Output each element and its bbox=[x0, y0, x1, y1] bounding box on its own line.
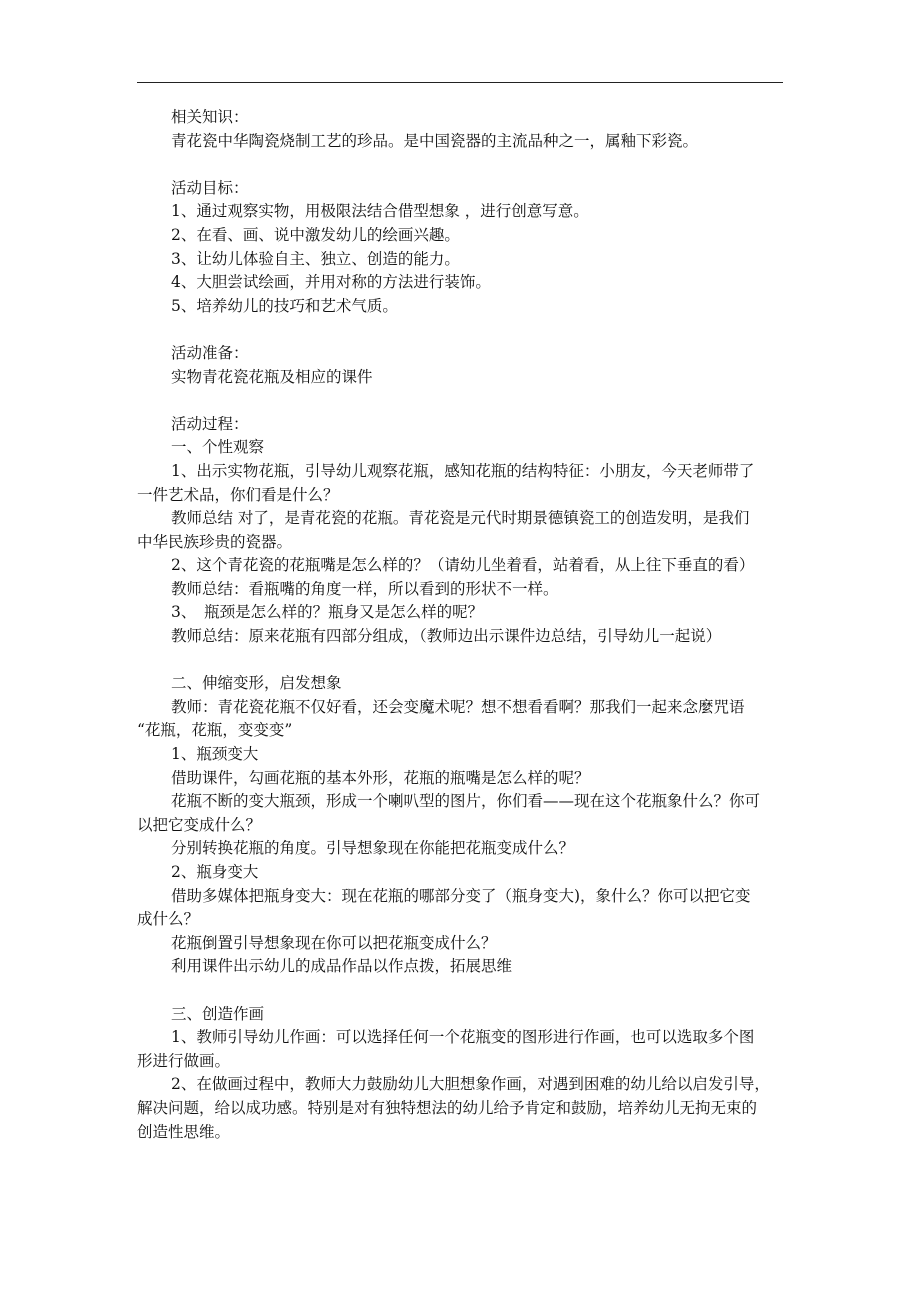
part1-line: 教师总结：原来花瓶有四部分组成，（教师边出示课件边总结，引导幼儿一起说） bbox=[171, 627, 722, 646]
part2-line: 花瓶倒置引导想象现在你可以把花瓶变成什么？ bbox=[171, 933, 497, 952]
part3-line: 1、教师引导幼儿作画：可以选择任何一个花瓶变的图形进行作画，也可以选取多个图 bbox=[171, 1028, 755, 1047]
part2-line: 花瓶不断的变大瓶颈，形成一个喇叭型的图片，你们看——现在这个花瓶象什么？你可 bbox=[171, 792, 761, 811]
document-body bbox=[137, 106, 785, 1144]
part2-line: 2、瓶身变大 bbox=[171, 863, 259, 881]
part2-line: 分别转换花瓶的角度。引导想象现在你能把花瓶变成什么？ bbox=[171, 839, 575, 858]
process-heading: 活动过程： bbox=[171, 414, 249, 433]
goal-item: 2、在看、画、说中激发幼儿的绘画兴趣。 bbox=[171, 225, 460, 244]
spacer bbox=[137, 979, 785, 1003]
part3-line: 创造性思维。 bbox=[137, 1122, 231, 1141]
part2-line: 以把它变成什么？ bbox=[137, 815, 262, 834]
spacer bbox=[137, 389, 785, 413]
goal-item: 1、通过观察实物，用极限法结合借型想象 ，进行创意写意。 bbox=[171, 202, 589, 221]
part1-line: 中华民族珍贵的瓷器。 bbox=[137, 532, 293, 551]
knowledge-text: 青花瓷中华陶瓷烧制工艺的珍品。是中国瓷器的主流品种之一，属釉下彩瓷。 bbox=[171, 131, 699, 150]
part1-line: 3、 瓶颈是怎么样的？瓶身又是怎么样的呢？ bbox=[171, 603, 484, 622]
part2-title: 二、伸缩变形，启发想象 bbox=[171, 674, 342, 693]
prep-heading: 活动准备： bbox=[171, 343, 249, 362]
part1-line: 教师总结：看瓶嘴的角度一样，所以看到的形状不一样。 bbox=[171, 579, 559, 598]
part2-line: 借助课件，勾画花瓶的基本外形，花瓶的瓶嘴是怎么样的呢？ bbox=[171, 768, 590, 787]
part1-line: 2、这个青花瓷的花瓶嘴是怎么样的？（请幼儿坐着看，站着看，从上往下垂直的看） bbox=[171, 556, 755, 575]
part1-line: 一件艺术品，你们看是什么？ bbox=[137, 485, 339, 504]
goal-item: 3、让幼儿体验自主、独立、创造的能力。 bbox=[171, 249, 460, 268]
part2-line: 利用课件出示幼儿的成品作品以作点拨，拓展思维 bbox=[171, 957, 513, 976]
spacer bbox=[137, 649, 785, 673]
part2-line: “花瓶，花瓶，变变变” bbox=[137, 721, 293, 740]
part1-line: 教师总结 对了，是青花瓷的花瓶。青花瓷是元代时期景德镇瓷工的创造发明，是我们 bbox=[171, 509, 750, 528]
goal-item: 4、大胆尝试绘画，并用对称的方法进行装饰。 bbox=[171, 273, 491, 292]
part2-line: 教师：青花瓷花瓶不仅好看，还会变魔术呢？想不想看看啊？那我们一起来念麼咒语 bbox=[171, 697, 745, 716]
prep-text: 实物青花瓷花瓶及相应的课件 bbox=[171, 367, 373, 386]
part3-line: 形进行做画。 bbox=[137, 1051, 231, 1070]
knowledge-heading: 相关知识： bbox=[171, 108, 249, 126]
part2-line: 借助多媒体把瓶身变大：现在花瓶的哪部分变了（瓶身变大)，象什么？你可以把它变 bbox=[171, 886, 751, 905]
part1-line: 1、出示实物花瓶，引导幼儿观察花瓶，感知花瓶的结构特征：小朋友，今天老师带了 bbox=[171, 461, 755, 480]
goals-heading: 活动目标： bbox=[171, 178, 249, 197]
part3-title: 三、创造作画 bbox=[171, 1004, 265, 1023]
part1-title: 一、个性观察 bbox=[171, 438, 265, 457]
part2-line: 成什么？ bbox=[137, 910, 200, 929]
header-rule bbox=[137, 82, 783, 83]
spacer bbox=[137, 318, 785, 342]
goal-item: 5、培养幼儿的技巧和艺术气质。 bbox=[171, 296, 398, 315]
part3-line: 解决问题，给以成功感。特别是对有独特想法的幼儿给予肯定和鼓励，培养幼儿无拘无束的 bbox=[137, 1098, 758, 1117]
part3-line: 2、在做画过程中，教师大力鼓励幼儿大胆想象作画，对遇到困难的幼儿给以启发引导， bbox=[171, 1075, 770, 1094]
part2-line: 1、瓶颈变大 bbox=[171, 745, 259, 764]
spacer bbox=[137, 153, 785, 177]
